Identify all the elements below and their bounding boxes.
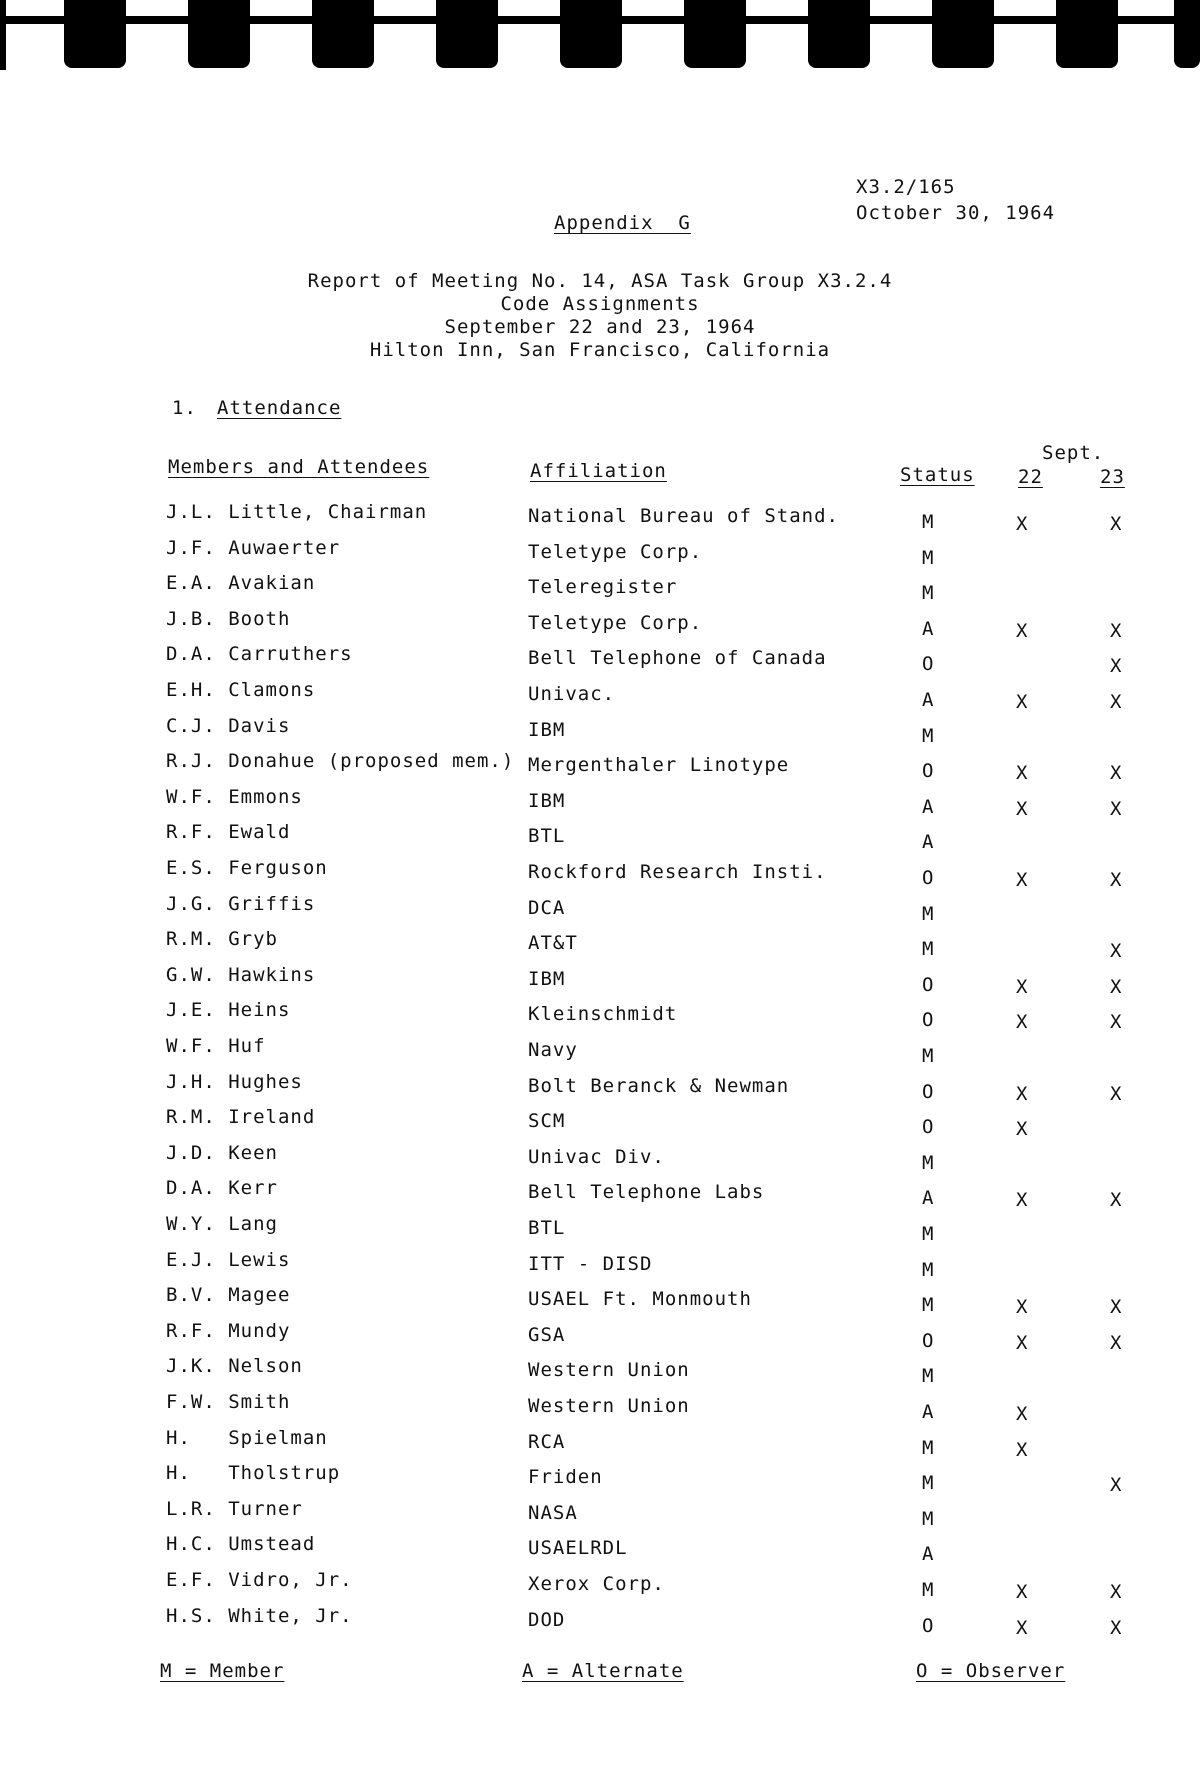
binder-tooth — [560, 0, 622, 68]
attendance-sept-22: X — [1016, 1296, 1029, 1319]
attendee-affiliation: Univac Div. — [528, 1145, 665, 1168]
report-location: Hilton Inn, San Francisco, California — [369, 339, 831, 361]
legend-member: M = Member — [160, 1660, 285, 1682]
attendee-status: A — [922, 689, 935, 711]
attendee-affiliation: Univac. — [528, 683, 616, 705]
binder-tooth — [1056, 0, 1118, 68]
attendee-status: M — [922, 1472, 935, 1495]
attendee-status: A — [922, 617, 935, 640]
binder-tooth — [808, 0, 870, 68]
table-row — [0, 501, 1200, 535]
attendee-status: M — [922, 546, 935, 569]
section-number: 1. — [172, 397, 197, 419]
appendix-title: Appendix G — [554, 212, 691, 234]
attendance-sept-22: X — [1016, 513, 1029, 535]
section-title: Attendance — [217, 397, 342, 419]
table-row — [0, 750, 1200, 785]
attendee-name: R.F. Ewald — [166, 821, 291, 844]
attendance-sept-22: X — [1016, 1011, 1029, 1034]
attendee-affiliation: AT&T — [528, 932, 578, 955]
table-row — [0, 643, 1200, 678]
attendee-name: W.F. Emmons — [166, 785, 303, 808]
attendee-name: R.J. Donahue (proposed mem.) — [166, 750, 515, 773]
header-affiliation: Affiliation — [530, 460, 667, 482]
attendee-affiliation: BTL — [528, 1217, 566, 1239]
binder-tooth — [188, 0, 250, 68]
table-row — [0, 928, 1200, 963]
table-row — [0, 821, 1200, 855]
attendee-name: G.W. Hawkins — [166, 963, 316, 986]
attendee-name: H.C. Umstead — [166, 1533, 316, 1556]
attendee-name: W.Y. Lang — [166, 1213, 278, 1235]
attendee-affiliation: DOD — [528, 1608, 566, 1631]
attendance-sept-22: X — [1016, 1438, 1029, 1461]
table-row — [0, 1177, 1200, 1212]
attendee-status: M — [922, 1045, 935, 1067]
attendee-name: J.B. Booth — [166, 607, 291, 630]
attendee-status: M — [922, 1223, 935, 1245]
binder-edge — [0, 0, 6, 70]
attendee-name: H. Tholstrup — [166, 1462, 341, 1485]
attendance-sept-23: X — [1110, 513, 1123, 535]
table-row — [0, 963, 1200, 998]
attendee-name: E.A. Avakian — [166, 572, 316, 595]
attendee-name: L.R. Turner — [166, 1497, 303, 1520]
attendee-affiliation: Teletype Corp. — [528, 540, 703, 563]
attendance-sept-22: X — [1016, 797, 1029, 820]
document-date: October 30, 1964 — [856, 202, 1056, 224]
attendance-sept-23: X — [1110, 1011, 1123, 1034]
attendee-name: R.F. Mundy — [166, 1319, 291, 1342]
attendee-status: O — [922, 1614, 935, 1637]
report-dates: September 22 and 23, 1964 — [444, 316, 756, 338]
table-row — [0, 1284, 1200, 1319]
attendance-sept-23: X — [1110, 869, 1123, 891]
attendee-name: C.J. Davis — [166, 714, 291, 737]
table-row — [0, 1319, 1200, 1354]
attendee-status: M — [922, 724, 935, 747]
attendee-status: M — [922, 1294, 935, 1317]
table-row — [0, 892, 1200, 927]
attendee-status: O — [922, 1080, 935, 1103]
attendee-affiliation: USAELRDL — [528, 1537, 628, 1560]
attendee-affiliation: NASA — [528, 1501, 578, 1524]
attendee-name: J.E. Heins — [166, 999, 291, 1022]
attendee-status: O — [922, 867, 935, 889]
attendee-affiliation: Bell Telephone of Canada — [528, 647, 827, 670]
attendee-affiliation: Bell Telephone Labs — [528, 1181, 765, 1204]
header-day-23: 23 — [1100, 466, 1125, 488]
attendee-name: E.F. Vidro, Jr. — [166, 1569, 353, 1591]
attendee-status: O — [922, 1009, 935, 1032]
attendee-name: R.M. Ireland — [166, 1106, 316, 1129]
table-row — [0, 1497, 1200, 1532]
attendee-affiliation: USAEL Ft. Monmouth — [528, 1288, 752, 1311]
table-row — [0, 536, 1200, 571]
attendance-sept-23: X — [1110, 1581, 1123, 1603]
attendee-affiliation: Friden — [528, 1466, 603, 1489]
binder-tooth — [436, 0, 498, 68]
binder-tooth — [312, 0, 374, 68]
attendee-affiliation: Western Union — [528, 1359, 690, 1382]
attendance-sept-23: X — [1110, 691, 1123, 713]
table-row — [0, 999, 1200, 1034]
attendee-affiliation: Rockford Research Insti. — [528, 861, 827, 883]
attendee-name: E.H. Clamons — [166, 679, 316, 701]
attendee-affiliation: Teleregister — [528, 576, 678, 599]
attendee-affiliation: IBM — [528, 967, 566, 990]
table-row — [0, 857, 1200, 891]
legend-alternate: A = Alternate — [522, 1660, 684, 1682]
attendee-status: O — [922, 760, 935, 783]
table-row — [0, 607, 1200, 642]
attendee-status: M — [922, 938, 935, 961]
attendee-name: J.F. Auwaerter — [166, 536, 341, 559]
table-row — [0, 1533, 1200, 1567]
attendance-sept-23: X — [1110, 797, 1123, 820]
attendee-status: M — [922, 902, 935, 925]
attendee-status: A — [922, 1401, 935, 1423]
attendee-status: O — [922, 973, 935, 996]
document-number: X3.2/165 — [856, 176, 956, 198]
attendee-affiliation: BTL — [528, 825, 566, 848]
attendance-sept-23: X — [1110, 1189, 1123, 1212]
attendance-sept-23: X — [1110, 1474, 1123, 1497]
binder-strip — [0, 0, 1200, 70]
attendance-sept-23: X — [1110, 619, 1123, 642]
table-row — [0, 679, 1200, 713]
binder-tooth — [932, 0, 994, 68]
attendance-sept-22: X — [1016, 1616, 1029, 1639]
attendance-sept-23: X — [1110, 975, 1123, 998]
attendee-status: O — [922, 653, 935, 676]
attendee-status: M — [922, 582, 935, 605]
attendee-affiliation: Teletype Corp. — [528, 611, 703, 634]
header-day-22: 22 — [1018, 466, 1043, 488]
attendee-affiliation: Western Union — [528, 1395, 690, 1417]
attendee-name: B.V. Magee — [166, 1284, 291, 1307]
attendee-status: M — [922, 1507, 935, 1530]
attendee-name: J.D. Keen — [166, 1141, 278, 1164]
attendance-sept-22: X — [1016, 762, 1029, 785]
table-row — [0, 1604, 1200, 1639]
table-row — [0, 1106, 1200, 1141]
attendee-name: E.J. Lewis — [166, 1248, 291, 1271]
table-row — [0, 572, 1200, 606]
attendee-status: A — [922, 1187, 935, 1210]
attendee-affiliation: Xerox Corp. — [528, 1573, 665, 1595]
attendance-sept-22: X — [1016, 1189, 1029, 1212]
report-title: Report of Meeting No. 14, ASA Task Group X3.2.4 — [307, 270, 893, 292]
attendee-name: J.G. Griffis — [166, 892, 316, 915]
attendee-affiliation: IBM — [528, 718, 566, 741]
attendee-name: D.A. Kerr — [166, 1177, 278, 1200]
attendee-affiliation: Navy — [528, 1039, 578, 1061]
attendee-affiliation: RCA — [528, 1430, 566, 1453]
attendee-affiliation: DCA — [528, 896, 566, 919]
attendance-sept-22: X — [1016, 1118, 1029, 1141]
header-status: Status — [900, 464, 975, 486]
header-sept: Sept. — [1042, 442, 1105, 464]
attendee-name: J.L. Little, Chairman — [166, 501, 428, 523]
attendee-name: D.A. Carruthers — [166, 643, 353, 666]
report-subtitle: Code Assignments — [500, 293, 700, 315]
attendee-status: M — [922, 1365, 935, 1388]
table-row — [0, 1141, 1200, 1176]
attendee-affiliation: National Bureau of Stand. — [528, 505, 839, 527]
attendee-status: M — [922, 511, 935, 533]
attendee-affiliation: ITT - DISD — [528, 1252, 653, 1275]
attendee-status: A — [922, 831, 935, 854]
attendance-sept-23: X — [1110, 655, 1123, 678]
header-members: Members and Attendees — [168, 456, 430, 478]
attendee-affiliation: GSA — [528, 1323, 566, 1346]
attendance-sept-23: X — [1110, 940, 1123, 963]
table-row — [0, 1355, 1200, 1389]
table-row — [0, 714, 1200, 749]
attendance-sept-22: X — [1016, 691, 1029, 713]
attendee-name: R.M. Gryb — [166, 928, 278, 951]
attendee-name: W.F. Huf — [166, 1035, 266, 1057]
attendance-sept-23: X — [1110, 1616, 1123, 1639]
attendee-affiliation: Bolt Beranck & Newman — [528, 1074, 790, 1097]
table-row — [0, 1070, 1200, 1105]
table-row — [0, 785, 1200, 820]
binder-tooth — [64, 0, 126, 68]
attendee-affiliation: Mergenthaler Linotype — [528, 754, 790, 777]
attendee-status: O — [922, 1329, 935, 1352]
attendee-status: M — [922, 1151, 935, 1174]
table-row — [0, 1248, 1200, 1283]
table-row — [0, 1569, 1200, 1603]
attendance-sept-22: X — [1016, 619, 1029, 642]
table-row — [0, 1035, 1200, 1069]
attendance-sept-22: X — [1016, 869, 1029, 891]
attendance-sept-23: X — [1110, 1082, 1123, 1105]
attendee-name: J.K. Nelson — [166, 1355, 303, 1378]
table-row — [0, 1213, 1200, 1247]
attendee-status: M — [922, 1258, 935, 1281]
attendee-name: E.S. Ferguson — [166, 857, 328, 879]
attendee-status: A — [922, 1543, 935, 1566]
attendance-sept-23: X — [1110, 1331, 1123, 1354]
table-row — [0, 1391, 1200, 1425]
attendee-status: O — [922, 1116, 935, 1139]
attendance-sept-22: X — [1016, 1331, 1029, 1354]
attendee-name: J.H. Hughes — [166, 1070, 303, 1093]
attendee-status: M — [922, 1436, 935, 1459]
attendee-affiliation: Kleinschmidt — [528, 1003, 678, 1026]
attendance-sept-22: X — [1016, 1082, 1029, 1105]
binder-tooth — [1174, 0, 1200, 68]
attendance-sept-23: X — [1110, 1296, 1123, 1319]
attendance-sept-22: X — [1016, 1581, 1029, 1603]
attendance-sept-22: X — [1016, 1403, 1029, 1425]
legend-observer: O = Observer — [916, 1660, 1066, 1682]
attendee-affiliation: IBM — [528, 789, 566, 812]
attendee-status: M — [922, 1579, 935, 1601]
attendance-sept-23: X — [1110, 762, 1123, 785]
attendee-name: H.S. White, Jr. — [166, 1604, 353, 1627]
attendee-affiliation: SCM — [528, 1110, 566, 1133]
attendee-name: H. Spielman — [166, 1426, 328, 1449]
attendee-status: A — [922, 795, 935, 818]
attendance-sept-22: X — [1016, 975, 1029, 998]
table-row — [0, 1426, 1200, 1461]
attendee-name: F.W. Smith — [166, 1391, 291, 1413]
binder-tooth — [684, 0, 746, 68]
table-row — [0, 1462, 1200, 1497]
